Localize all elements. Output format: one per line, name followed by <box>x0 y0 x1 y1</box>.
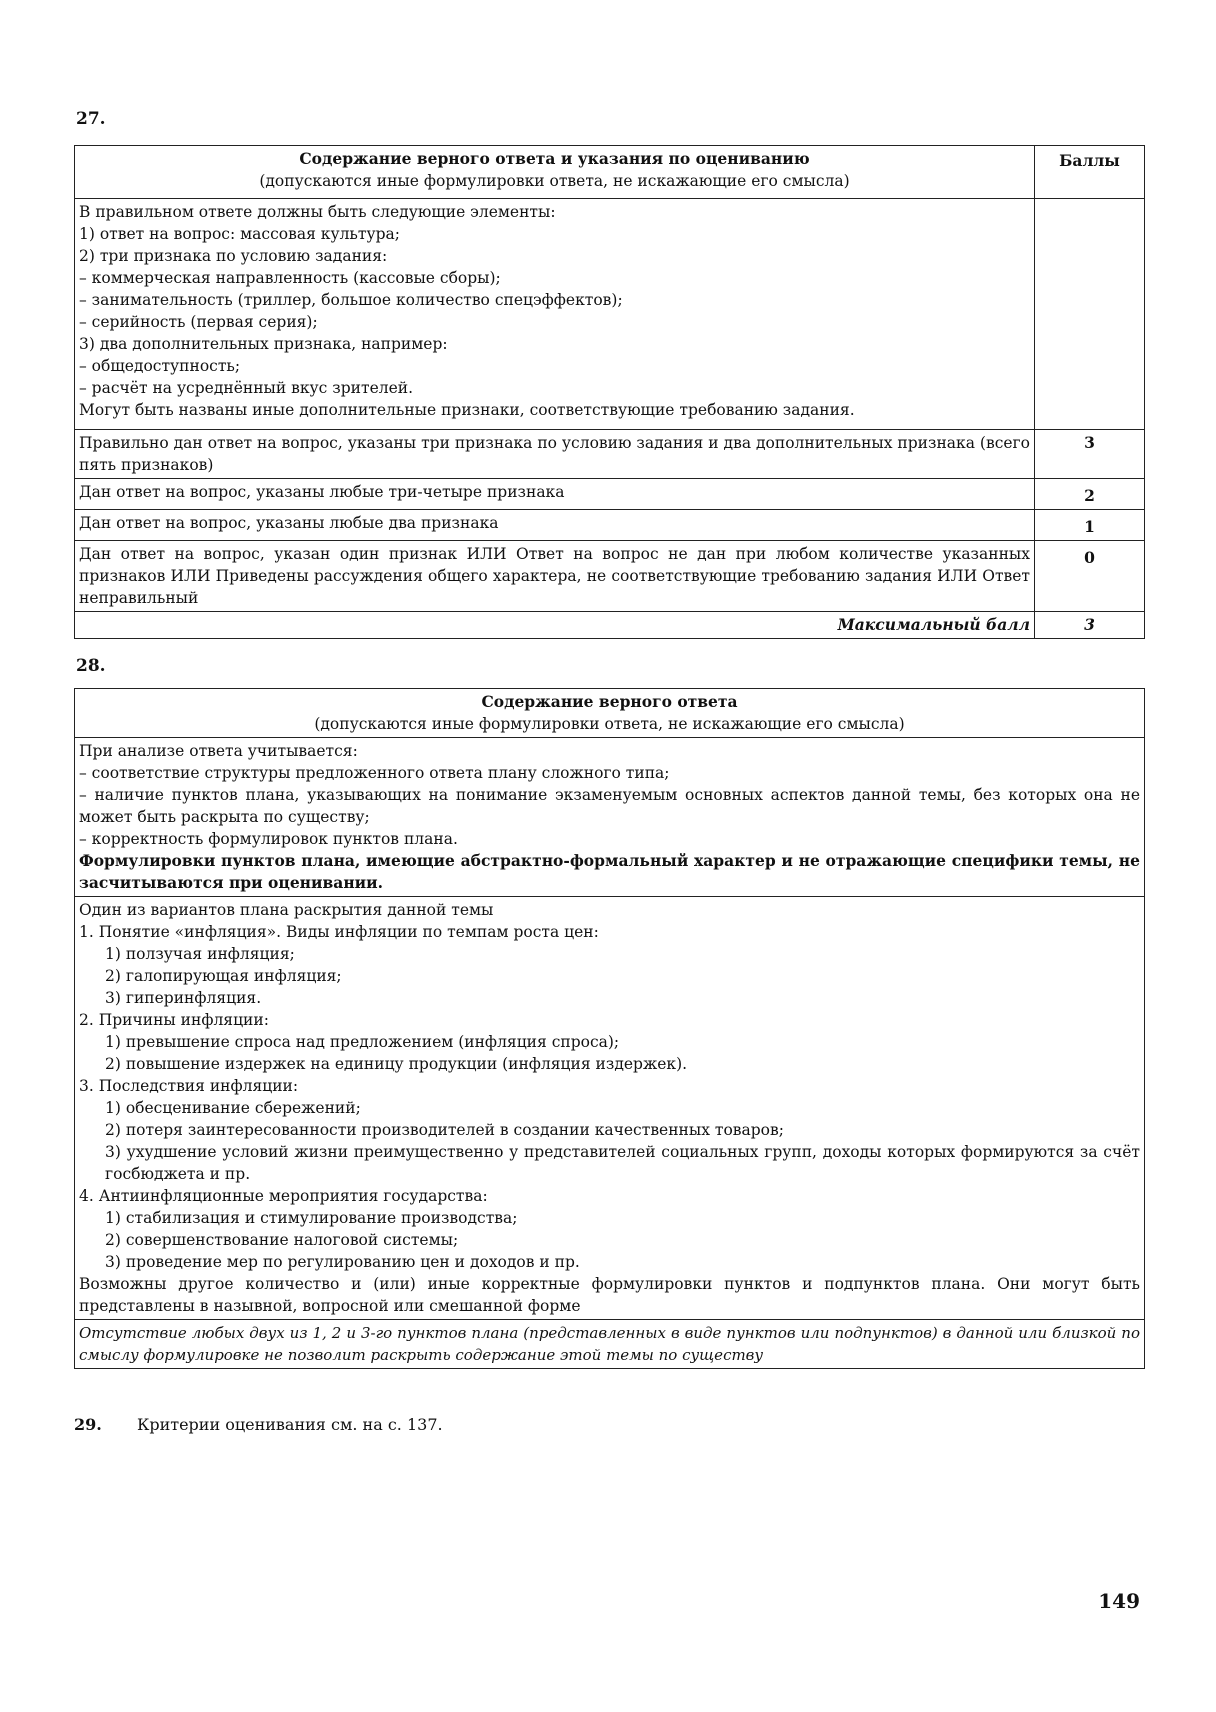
plan-subpoint: 3) гиперинфляция. <box>105 989 262 1007</box>
task-28-note-row <box>75 1320 1145 1369</box>
analysis-line: – наличие пунктов плана, указывающих на понимание экзаменуемым основных аспектов данной темы, без которых она не может быть раскрыта по существу; <box>79 786 1140 826</box>
criteria-row <box>75 510 1145 541</box>
max-score-row <box>75 612 1145 639</box>
plan-subpoint: 2) потеря заинтересованности производителей в создании качественных товаров; <box>105 1121 784 1139</box>
content-line: – расчёт на усреднённый вкус зрителей. <box>79 379 414 397</box>
criteria-score: 3 <box>1035 430 1145 479</box>
plan-point-title: 4. Антиинфляционные мероприятия государства: <box>79 1187 488 1205</box>
criteria-text: Дан ответ на вопрос, указаны любые два признака <box>75 510 1035 541</box>
plan-subpoint: 3) проведение мер по регулированию цен и доходов и пр. <box>105 1253 580 1271</box>
task-28-table <box>74 688 1145 1369</box>
task-28-header-subtitle: (допускаются иные формулировки ответа, не искажающие его смысла) <box>314 715 905 733</box>
criteria-score: 1 <box>1035 510 1145 541</box>
task-27-header-content <box>75 146 1035 199</box>
plan-subpoint: 1) стабилизация и стимулирование производства; <box>105 1209 518 1227</box>
plan-subpoint: 2) галопирующая инфляция; <box>105 967 342 985</box>
task-27-header-score: Баллы <box>1035 146 1145 199</box>
analysis-line: – корректность формулировок пунктов плана. <box>79 830 458 848</box>
task-27-content-score <box>1035 199 1145 430</box>
task-28-header-title: Содержание верного ответа <box>481 692 738 711</box>
analysis-line: При анализе ответа учитывается: <box>79 742 358 760</box>
task-28-plan <box>75 897 1145 1320</box>
content-line: – коммерческая направленность (кассовые сборы); <box>79 269 501 287</box>
plan-subpoint: 2) повышение издержек на единицу продукции (инфляция издержек). <box>105 1055 688 1073</box>
criteria-row <box>75 541 1145 612</box>
content-line: Могут быть названы иные дополнительные признаки, соответствующие требованию задания. <box>79 401 855 419</box>
analysis-bold-note: Формулировки пунктов плана, имеющие абстрактно-формальный характер и не отражающие специфики темы, не засчитываются при оценивании. <box>79 851 1140 892</box>
task-28-analysis <box>75 738 1145 897</box>
task-27-content-row <box>75 199 1145 430</box>
task-28-header-row <box>75 689 1145 738</box>
max-score-label: Максимальный балл <box>75 612 1035 639</box>
criteria-row <box>75 430 1145 479</box>
plan-subpoint: 1) обесценивание сбережений; <box>105 1099 361 1117</box>
task-28-analysis-row <box>75 738 1145 897</box>
criteria-score: 2 <box>1035 479 1145 510</box>
content-line: – серийность (первая серия); <box>79 313 318 331</box>
task-27-number: 27. <box>76 109 106 129</box>
task-29-number: 29. <box>74 1415 102 1434</box>
criteria-text: Дан ответ на вопрос, указаны любые три-четыре признака <box>75 479 1035 510</box>
plan-point-title: 2. Причины инфляции: <box>79 1011 269 1029</box>
plan-point-title: 3. Последствия инфляции: <box>79 1077 299 1095</box>
task-27-header-row <box>75 146 1145 199</box>
plan-subpoint: 1) ползучая инфляция; <box>105 945 295 963</box>
plan-intro: Один из вариантов плана раскрытия данной темы <box>79 901 494 919</box>
criteria-text: Дан ответ на вопрос, указан один признак ИЛИ Ответ на вопрос не дан при любом количестве указанных признаков ИЛИ Приведены рассуждения общего характера, не соответствующие требованию задания ИЛИ Ответ неправильный <box>75 541 1035 612</box>
content-line: – общедоступность; <box>79 357 241 375</box>
plan-outro: Возможны другое количество и (или) иные корректные формулировки пунктов и подпунктов плана. Они могут быть представлены в назывной, вопросной или смешанной форме <box>79 1275 1140 1315</box>
criteria-text: Правильно дан ответ на вопрос, указаны три признака по условию задания и два дополнительных признака (всего пять признаков) <box>75 430 1035 479</box>
max-score-value: 3 <box>1035 612 1145 639</box>
content-line: В правильном ответе должны быть следующие элементы: <box>79 203 556 221</box>
criteria-score: 0 <box>1035 541 1145 612</box>
task-28-header-content <box>75 689 1145 738</box>
task-29-line <box>74 1414 443 1436</box>
criteria-row <box>75 479 1145 510</box>
content-line: 2) три признака по условию задания: <box>79 247 388 265</box>
page-number: 149 <box>1098 1589 1140 1613</box>
plan-point-title: 1. Понятие «инфляция». Виды инфляции по темпам роста цен: <box>79 923 599 941</box>
plan-subpoint: 1) превышение спроса над предложением (инфляция спроса); <box>105 1033 620 1051</box>
task-27-header-title: Содержание верного ответа и указания по оцениванию <box>299 149 810 168</box>
task-28-number: 28. <box>76 656 106 676</box>
task-27-header-subtitle: (допускаются иные формулировки ответа, не искажающие его смысла) <box>259 172 850 190</box>
content-line: – занимательность (триллер, большое количество спецэффектов); <box>79 291 623 309</box>
task-28-note: Отсутствие любых двух из 1, 2 и 3-го пунктов плана (представленных в виде пунктов или подпунктов) в данной или близкой по смыслу формулировке не позволит раскрыть содержание этой темы по существу <box>75 1320 1145 1369</box>
task-29-text: Критерии оценивания см. на с. 137. <box>136 1415 443 1434</box>
task-27-table <box>74 145 1145 639</box>
analysis-line: – соответствие структуры предложенного ответа плану сложного типа; <box>79 764 670 782</box>
task-27-content <box>75 199 1035 430</box>
task-28-plan-row <box>75 897 1145 1320</box>
plan-subpoint: 2) совершенствование налоговой системы; <box>105 1231 459 1249</box>
content-line: 1) ответ на вопрос: массовая культура; <box>79 225 400 243</box>
content-line: 3) два дополнительных признака, например: <box>79 335 448 353</box>
plan-subpoint: 3) ухудшение условий жизни преимущественно у представителей социальных групп, доходы которых формируются за счёт госбюджета и пр. <box>105 1143 1140 1183</box>
